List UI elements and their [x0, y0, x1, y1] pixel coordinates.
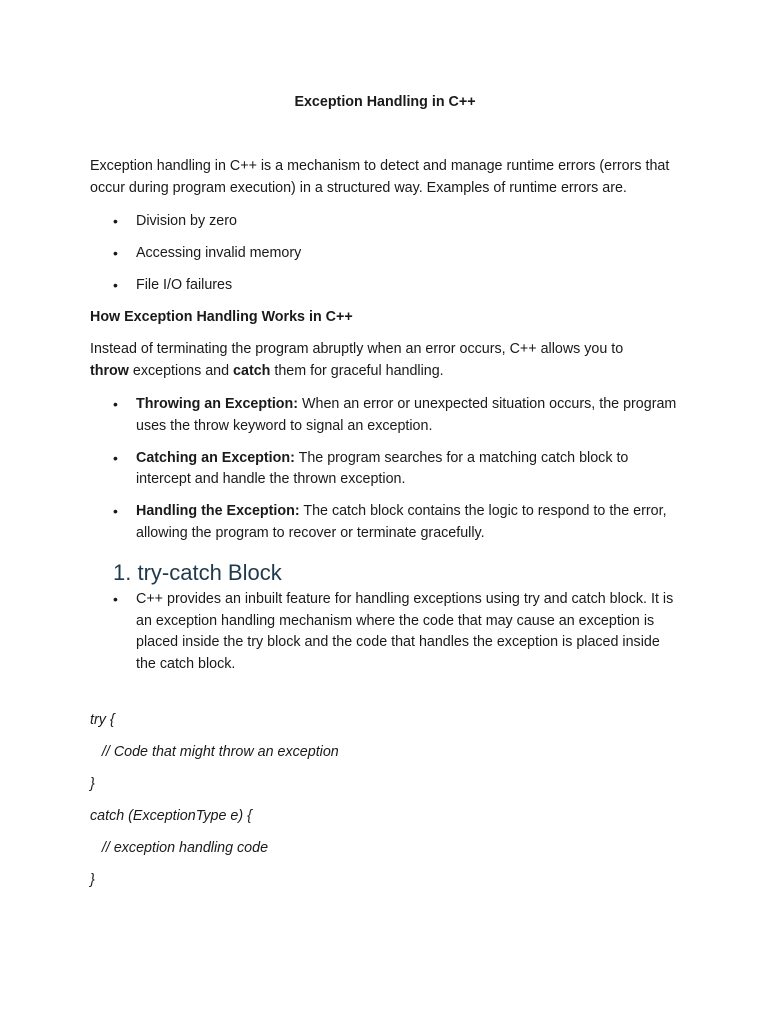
code-line: // Code that might throw an exception	[90, 744, 339, 760]
list-item: • File I/O failures	[90, 275, 680, 297]
bullet-icon: •	[113, 503, 118, 519]
step-label: Catching an Exception:	[136, 449, 295, 466]
catch-keyword: catch	[233, 362, 271, 379]
code-line: // exception handling code	[90, 840, 269, 856]
code-sample	[90, 710, 680, 902]
steps-list	[90, 394, 680, 555]
how-paragraph: Instead of terminating the program abruptly when an error occurs, C++ allows you to throw exceptions and catch them for graceful handling.	[90, 341, 624, 379]
section-heading: 1. try-catch Block	[113, 560, 282, 585]
step-text: The program searches for a matching catch block to intercept and handle the thrown exception.	[136, 449, 629, 487]
how-heading: How Exception Handling Works in C++	[90, 309, 353, 325]
step-text: When an error or unexpected situation occurs, the program uses the throw keyword to signal an exception.	[136, 396, 677, 434]
bullet-icon: •	[113, 396, 118, 412]
code-line: try {	[90, 712, 115, 728]
step-label: Handling the Exception:	[136, 503, 300, 519]
runtime-errors-list	[90, 211, 680, 307]
code-line: }	[90, 872, 95, 888]
section-bullets	[90, 589, 680, 686]
intro-paragraph: Exception handling in C++ is a mechanism to detect and manage runtime errors (errors that occur during program execution) in a structured way. Examples of runtime errors are.	[90, 158, 670, 196]
bullet-icon: •	[113, 277, 118, 293]
step-label: Throwing an Exception:	[136, 396, 299, 412]
throw-keyword: throw	[90, 362, 129, 379]
bullet-icon: •	[113, 245, 118, 261]
code-line: }	[90, 776, 95, 792]
code-line: catch (ExceptionType e) {	[90, 808, 252, 824]
list-item: • C++ provides an inbuilt feature for handling exceptions using try and catch block. It is an exception handling mechanism where the code that may cause an exception is placed inside the try block and the code that handles the exception is placed inside the catch block.	[113, 591, 674, 672]
list-item: • Division by zero	[90, 211, 680, 233]
list-item: • Accessing invalid memory	[90, 243, 680, 265]
list-item	[90, 394, 680, 437]
bullet-icon: •	[113, 449, 118, 466]
list-item	[90, 501, 680, 544]
document-page	[90, 0, 680, 1024]
document-title: Exception Handling in C++	[294, 94, 476, 110]
bullet-icon: •	[113, 213, 118, 229]
bullet-icon: •	[113, 591, 118, 607]
step-text: The catch block contains the logic to respond to the error, allowing the program to recover or terminate gracefully.	[136, 503, 667, 541]
list-item	[90, 448, 680, 491]
